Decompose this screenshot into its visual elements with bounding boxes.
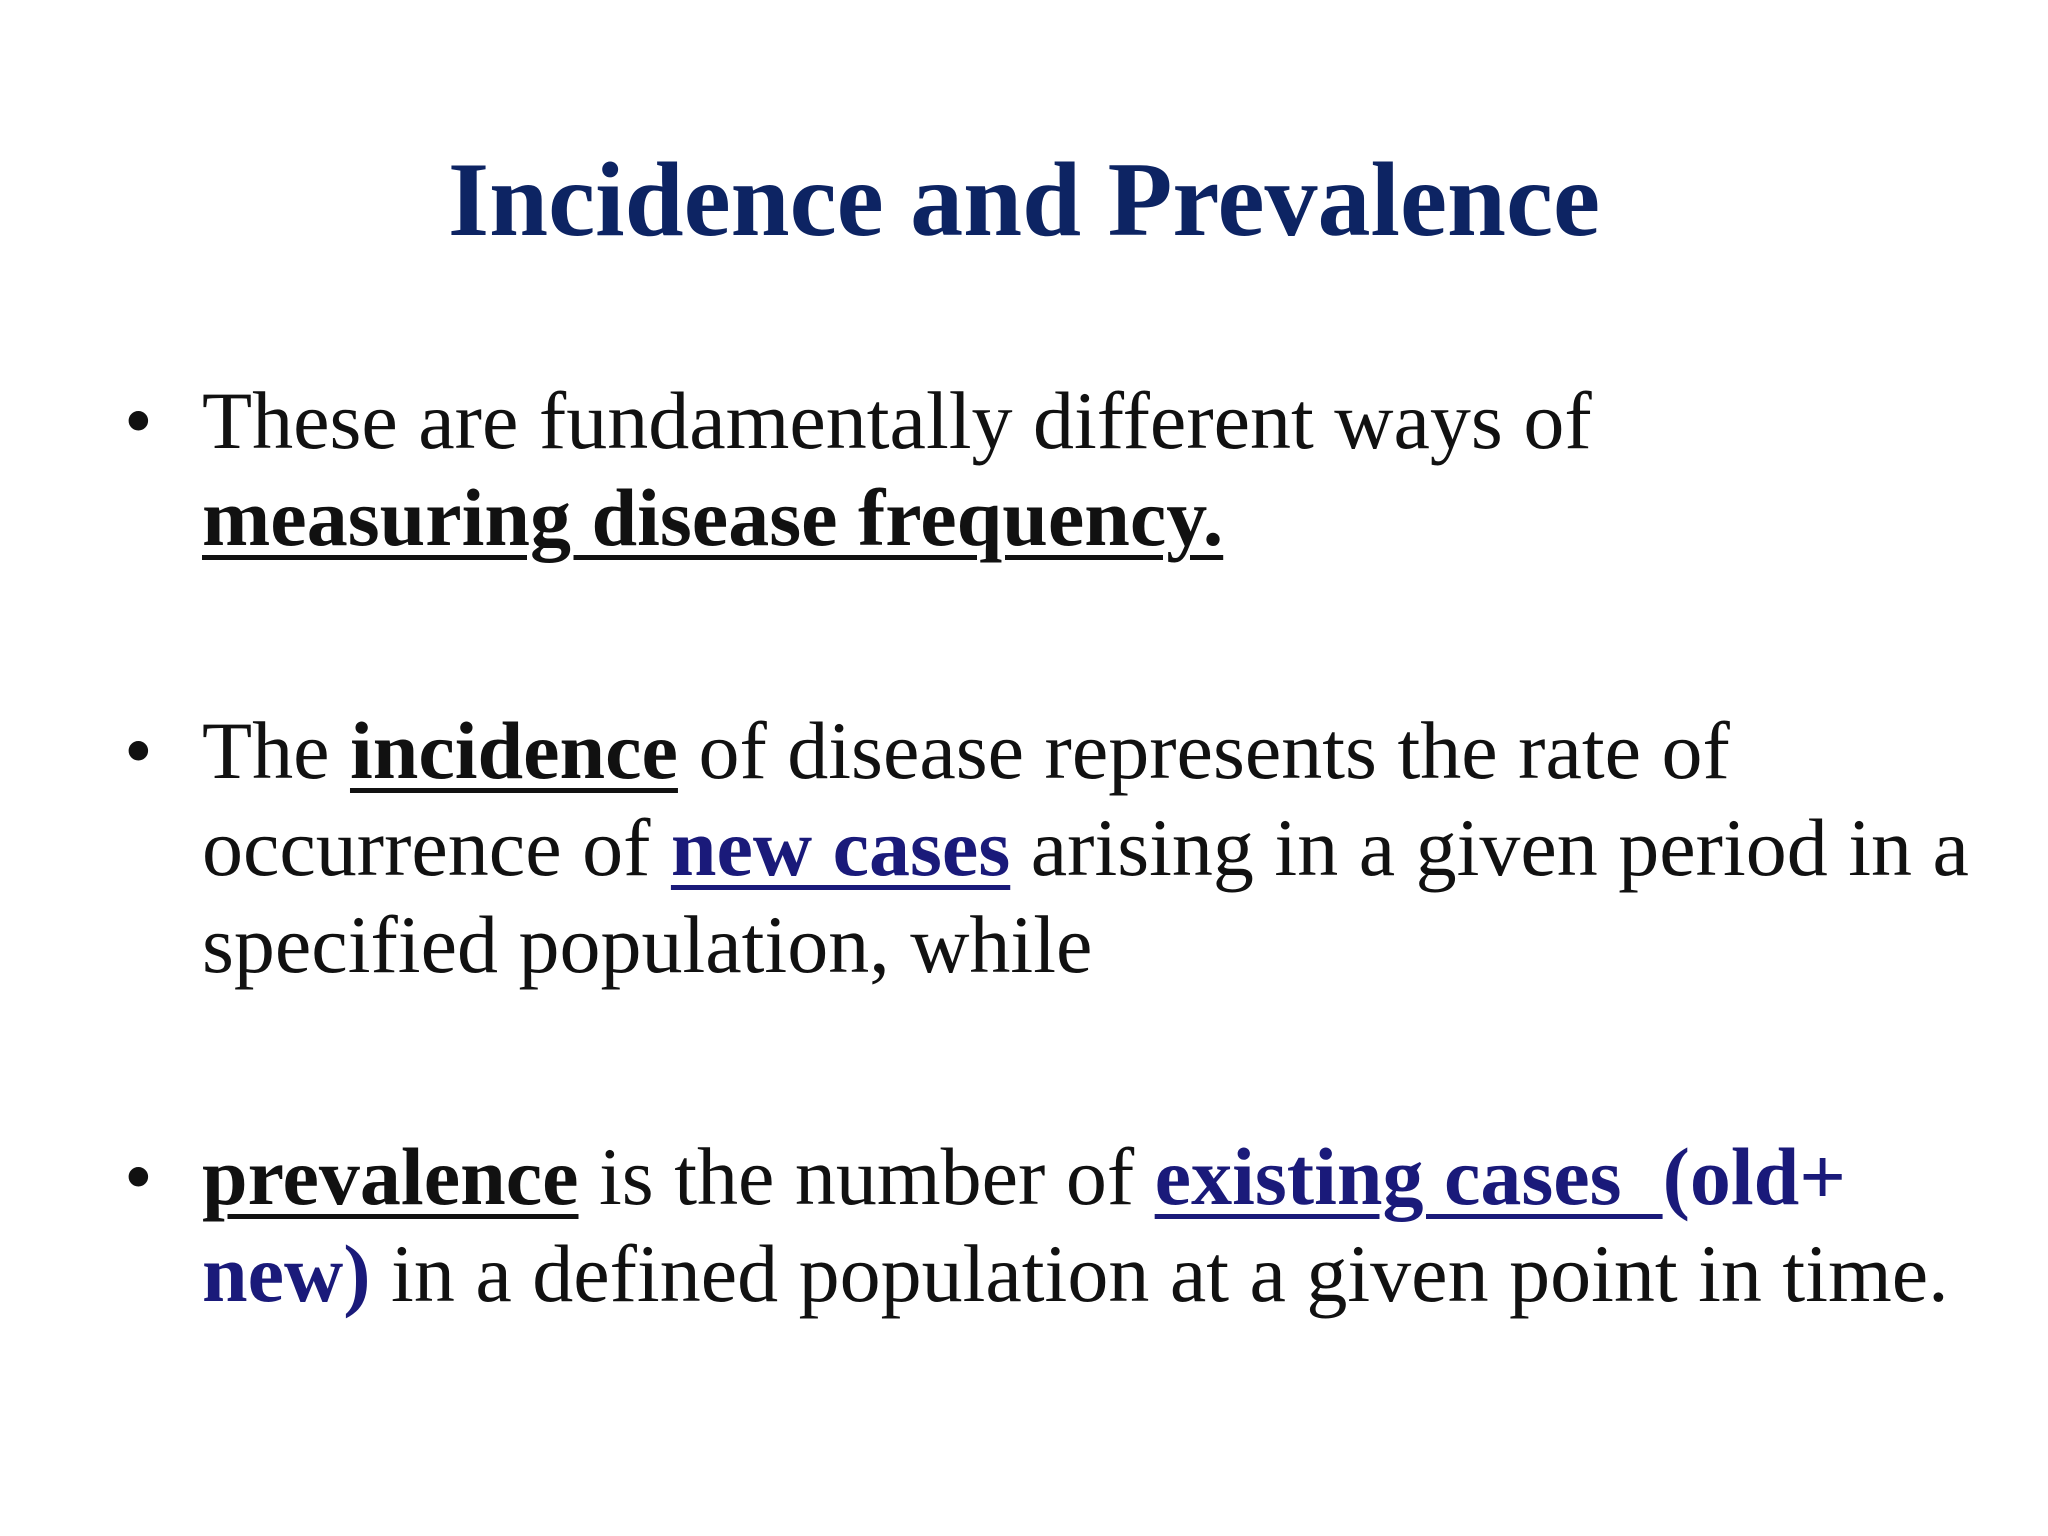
bullet-dot-icon: • [124, 705, 153, 796]
slide-title: Incidence and Prevalence [447, 141, 1601, 258]
bullet-dot-icon: • [124, 375, 153, 466]
emphasis-new-cases: new cases [670, 802, 1011, 893]
emphasis-existing-cases: existing cases [1154, 1131, 1663, 1222]
bullet-1-line-2 [202, 469, 2022, 566]
emphasis-old-new-b: new) [202, 1228, 371, 1319]
bullet-1-line-1: These are fundamentally different ways of [202, 375, 1592, 466]
bullet-text-2 [202, 702, 2022, 993]
emphasis-old-new-a: (old+ [1662, 1131, 1846, 1222]
emphasis-measuring-disease-frequency: measuring disease frequency. [202, 472, 1224, 563]
bullet-2-line-1 [202, 702, 2022, 799]
bullet-dot-icon: • [124, 1131, 153, 1222]
bullet-3-text-b: in a defined population at a given point in time. [370, 1228, 1949, 1319]
bullet-3-line-2 [202, 1225, 2022, 1322]
bullet-3-text-a: is the number of [578, 1131, 1155, 1222]
bullet-2-text-c: occurrence of [202, 802, 671, 893]
bullet-2-text-d: arising in a given period in a [1010, 802, 1969, 893]
bullet-text-3 [202, 1128, 2022, 1322]
bullet-2-text-a: The [202, 705, 350, 796]
bullet-2-line-3: specified population, while [202, 899, 1093, 990]
emphasis-prevalence: prevalence [202, 1131, 579, 1222]
bullet-3-line-1 [202, 1128, 2022, 1225]
emphasis-incidence: incidence [349, 705, 678, 796]
bullet-2-text-b: of disease represents the rate of [677, 705, 1730, 796]
bullet-text-1 [202, 372, 2022, 566]
bullet-2-line-2 [202, 799, 2022, 896]
